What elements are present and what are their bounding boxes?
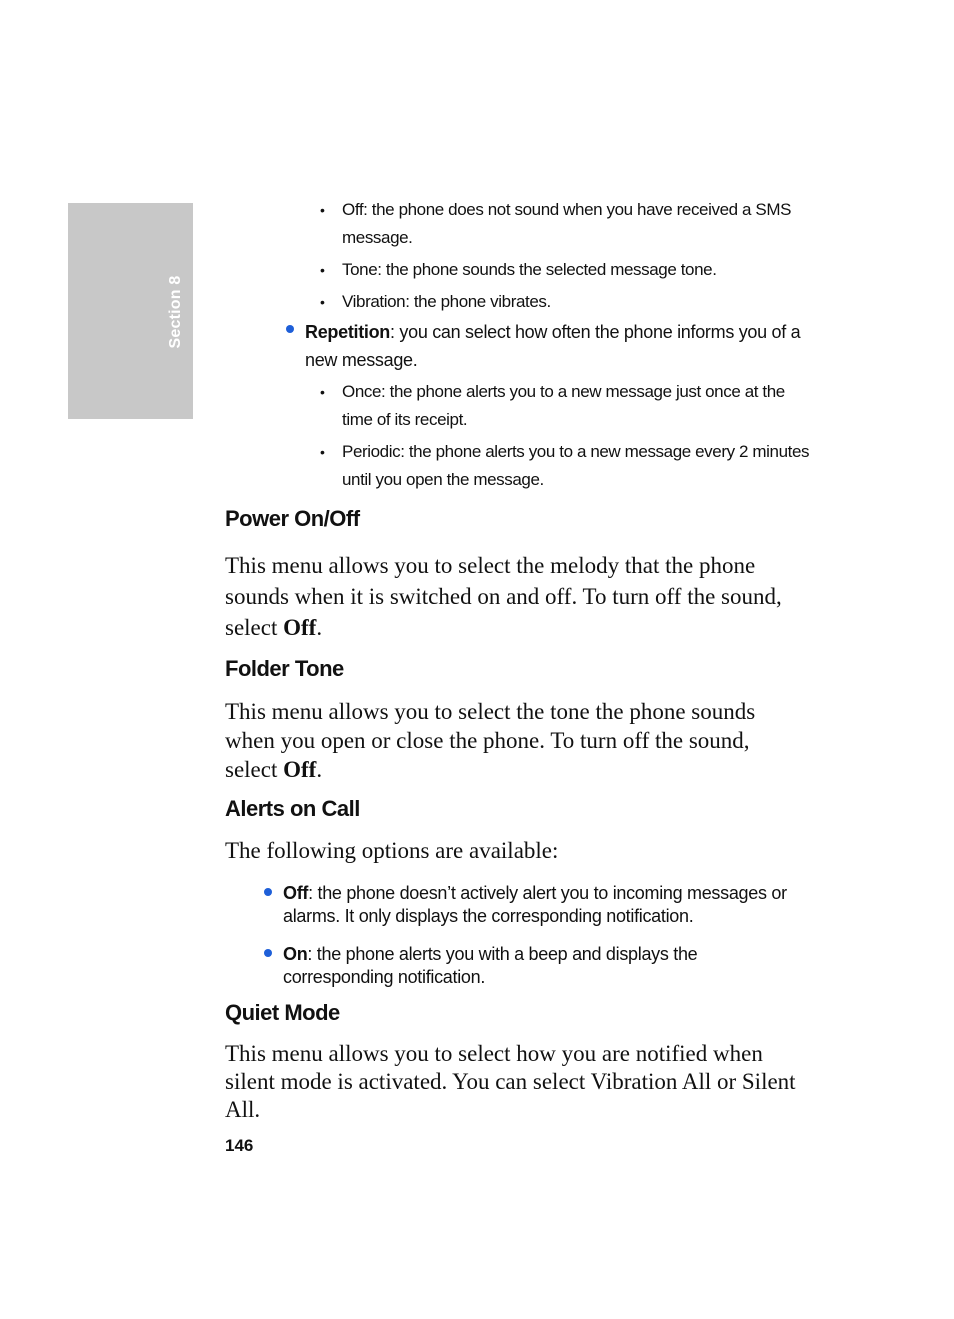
heading-folder-tone: Folder Tone xyxy=(225,656,344,681)
section-label: Section 8 xyxy=(167,275,184,349)
paragraph-end: . xyxy=(316,615,323,640)
paragraph-folder-tone xyxy=(225,697,800,784)
off-term: Off xyxy=(283,615,317,640)
list-item-text: Vibration: the phone vibrates. xyxy=(342,292,551,311)
list-item-once-option xyxy=(320,378,812,434)
list-item-text: Periodic: the phone alerts you to a new message every 2 minutes until you open the message. xyxy=(342,442,810,489)
list-item-repetition xyxy=(305,318,805,374)
bullet-icon: • xyxy=(320,262,325,278)
paragraph-end: . xyxy=(316,757,323,782)
bullet-icon: • xyxy=(320,384,325,400)
off-term: Off xyxy=(283,757,317,782)
list-item-off-option xyxy=(320,196,812,252)
list-item-tone-option xyxy=(320,256,812,284)
option-term: On xyxy=(283,944,308,964)
option-text: : the phone alerts you with a beep and displays the corresponding notification. xyxy=(283,944,698,987)
list-item-text: Off: the phone does not sound when you have received a SMS message. xyxy=(342,200,792,247)
blue-bullet-icon xyxy=(264,949,272,957)
repetition-term: Repetition xyxy=(305,322,390,342)
list-item-vibration-option xyxy=(320,288,812,316)
paragraph-text: This menu allows you to select the tone the phone sounds when you open or close the phone. To turn off the sound, select xyxy=(225,699,756,782)
bullet-icon: • xyxy=(320,294,325,310)
page-number: 146 xyxy=(225,1136,254,1155)
option-term: Off xyxy=(283,883,309,903)
heading-alerts-on-call: Alerts on Call xyxy=(225,796,360,821)
bullet-icon: • xyxy=(320,444,325,460)
option-text: : the phone doesn’t actively alert you to incoming messages or alarms. It only displays the corresponding notification. xyxy=(283,883,787,926)
list-item-alerts-on xyxy=(283,943,803,989)
paragraph-text: This menu allows you to select the melody that the phone sounds when it is switched on and off. To turn off the sound, select xyxy=(225,553,782,640)
blue-bullet-icon xyxy=(264,888,272,896)
paragraph-alerts-intro: The following options are available: xyxy=(225,838,559,863)
list-item-text: Once: the phone alerts you to a new message just once at the time of its receipt. xyxy=(342,382,785,429)
paragraph-power-on-off xyxy=(225,550,800,643)
heading-power-on-off: Power On/Off xyxy=(225,506,360,531)
heading-quiet-mode: Quiet Mode xyxy=(225,1000,340,1025)
list-item-periodic-option xyxy=(320,438,812,494)
list-item-text: Tone: the phone sounds the selected message tone. xyxy=(342,260,717,279)
repetition-text: : you can select how often the phone informs you of a new message. xyxy=(305,322,801,370)
list-item-alerts-off xyxy=(283,882,803,928)
paragraph-quiet-mode: This menu allows you to select how you are notified when silent mode is activated. You can select Vibration All or Silent All. xyxy=(225,1041,796,1122)
bullet-icon: • xyxy=(320,202,325,218)
blue-bullet-icon xyxy=(286,325,294,333)
